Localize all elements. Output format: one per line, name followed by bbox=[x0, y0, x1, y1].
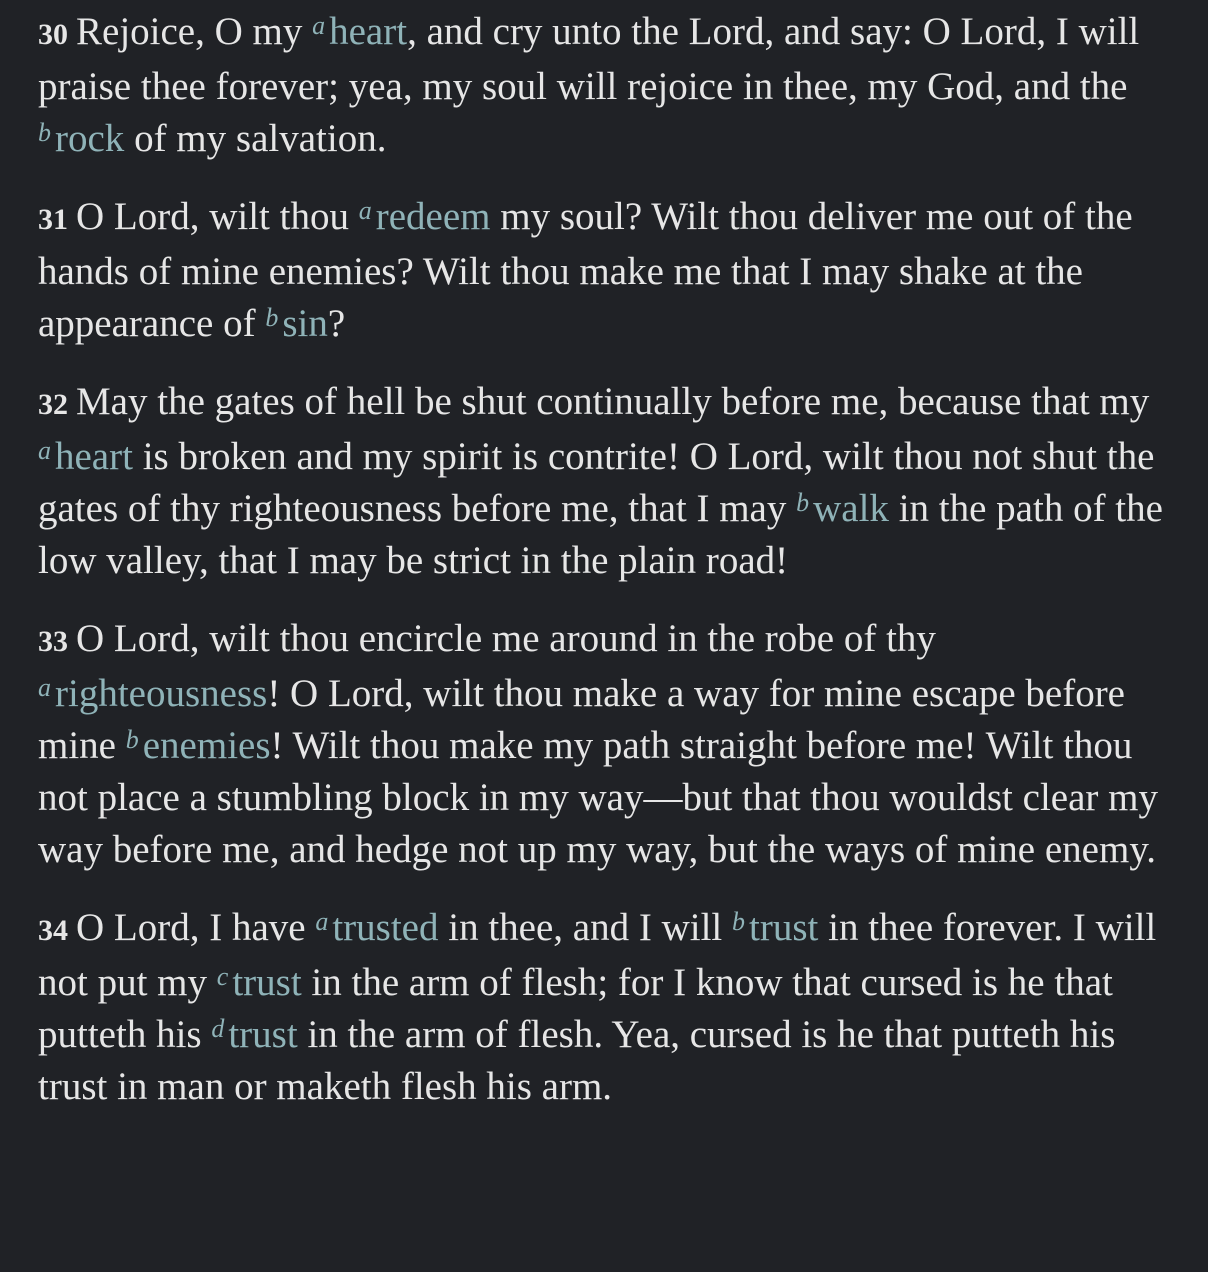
footnote-word: trusted bbox=[332, 906, 439, 949]
verse-number: 31 bbox=[38, 203, 68, 236]
verse-number: 33 bbox=[38, 625, 68, 658]
footnote-link[interactable] bbox=[38, 435, 133, 478]
footnote-marker: a bbox=[358, 196, 372, 225]
footnote-word: trust bbox=[749, 906, 819, 949]
footnote-word: redeem bbox=[375, 195, 491, 238]
verse-text: O Lord, wilt thou bbox=[76, 195, 359, 238]
footnote-word: walk bbox=[813, 487, 889, 530]
verse-33 bbox=[38, 613, 1170, 876]
footnote-link[interactable] bbox=[38, 117, 124, 160]
verse-32 bbox=[38, 376, 1170, 587]
footnote-word: enemies bbox=[142, 724, 271, 767]
footnote-word: trust bbox=[232, 961, 302, 1004]
footnote-link[interactable] bbox=[211, 1013, 297, 1056]
verse-number: 34 bbox=[38, 914, 68, 947]
verse-text: is broken and my spirit is contrite! O Lord, wilt thou not shut the gates of thy righteousness before me, that I may bbox=[38, 435, 1155, 530]
verse-text: in thee, and I will bbox=[438, 906, 733, 949]
footnote-link[interactable] bbox=[265, 302, 328, 345]
footnote-link[interactable] bbox=[217, 961, 302, 1004]
verse-text: , and cry unto the Lord, and say: O Lord, I will praise thee forever; yea, my soul will rejoice in thee, my God, and the bbox=[38, 10, 1140, 108]
verse-text: May the gates of hell be shut continually before me, because that my bbox=[76, 380, 1150, 423]
footnote-marker: b bbox=[796, 488, 810, 517]
footnote-marker: b bbox=[732, 907, 746, 936]
verse-number: 32 bbox=[38, 388, 68, 421]
footnote-marker: b bbox=[265, 303, 279, 332]
footnote-link[interactable] bbox=[796, 487, 889, 530]
verse-number: 30 bbox=[38, 18, 68, 51]
footnote-link[interactable] bbox=[126, 724, 271, 767]
verse-text: my soul? Wilt thou deliver me out of the hands of mine enemies? Wilt thou make me that I may shake at the appearance of bbox=[38, 195, 1133, 345]
footnote-word: heart bbox=[329, 10, 408, 53]
verse-text: in the arm of flesh. Yea, cursed is he that putteth his trust in man or maketh flesh his arm. bbox=[38, 1013, 1116, 1108]
footnote-word: righteousness bbox=[55, 672, 268, 715]
verse-text: in the arm of flesh; for I know that cursed is he that putteth his bbox=[38, 961, 1113, 1056]
verse-30 bbox=[38, 6, 1170, 165]
verse-text: Rejoice, O my bbox=[76, 10, 313, 53]
footnote-word: rock bbox=[55, 117, 125, 160]
verse-text: of my salvation. bbox=[124, 117, 387, 160]
footnote-word: trust bbox=[228, 1013, 298, 1056]
footnote-marker: a bbox=[38, 673, 51, 702]
footnote-marker: d bbox=[211, 1014, 225, 1043]
verse-31 bbox=[38, 191, 1170, 350]
footnote-link[interactable] bbox=[359, 195, 491, 238]
footnote-marker: b bbox=[125, 725, 139, 754]
verse-text: ? bbox=[327, 302, 346, 345]
verse-text: ! Wilt thou make my path straight before me! Wilt thou not place a stumbling block in my way—but that thou wouldst clear my way before me, and hedge not up my way, but the ways of mine enemy. bbox=[38, 724, 1158, 871]
footnote-link[interactable] bbox=[315, 906, 438, 949]
footnote-marker: c bbox=[216, 962, 229, 991]
footnote-link[interactable] bbox=[312, 10, 407, 53]
footnote-link[interactable] bbox=[38, 672, 267, 715]
footnote-marker: a bbox=[38, 436, 51, 465]
footnote-marker: a bbox=[315, 907, 329, 936]
footnote-word: heart bbox=[55, 435, 133, 478]
verse-text: ! O Lord, wilt thou make a way for mine escape before mine bbox=[38, 672, 1125, 767]
verse-34 bbox=[38, 902, 1170, 1113]
verse-text: O Lord, wilt thou encircle me around in the robe of thy bbox=[76, 617, 936, 660]
verse-text: O Lord, I have bbox=[76, 906, 316, 949]
footnote-marker: b bbox=[38, 118, 51, 147]
footnote-word: sin bbox=[282, 302, 328, 345]
verse-text: in thee forever. I will not put my bbox=[38, 906, 1157, 1004]
footnote-marker: a bbox=[312, 11, 326, 40]
footnote-link[interactable] bbox=[732, 906, 818, 949]
verse-text: in the path of the low valley, that I may be strict in the plain road! bbox=[38, 487, 1163, 582]
